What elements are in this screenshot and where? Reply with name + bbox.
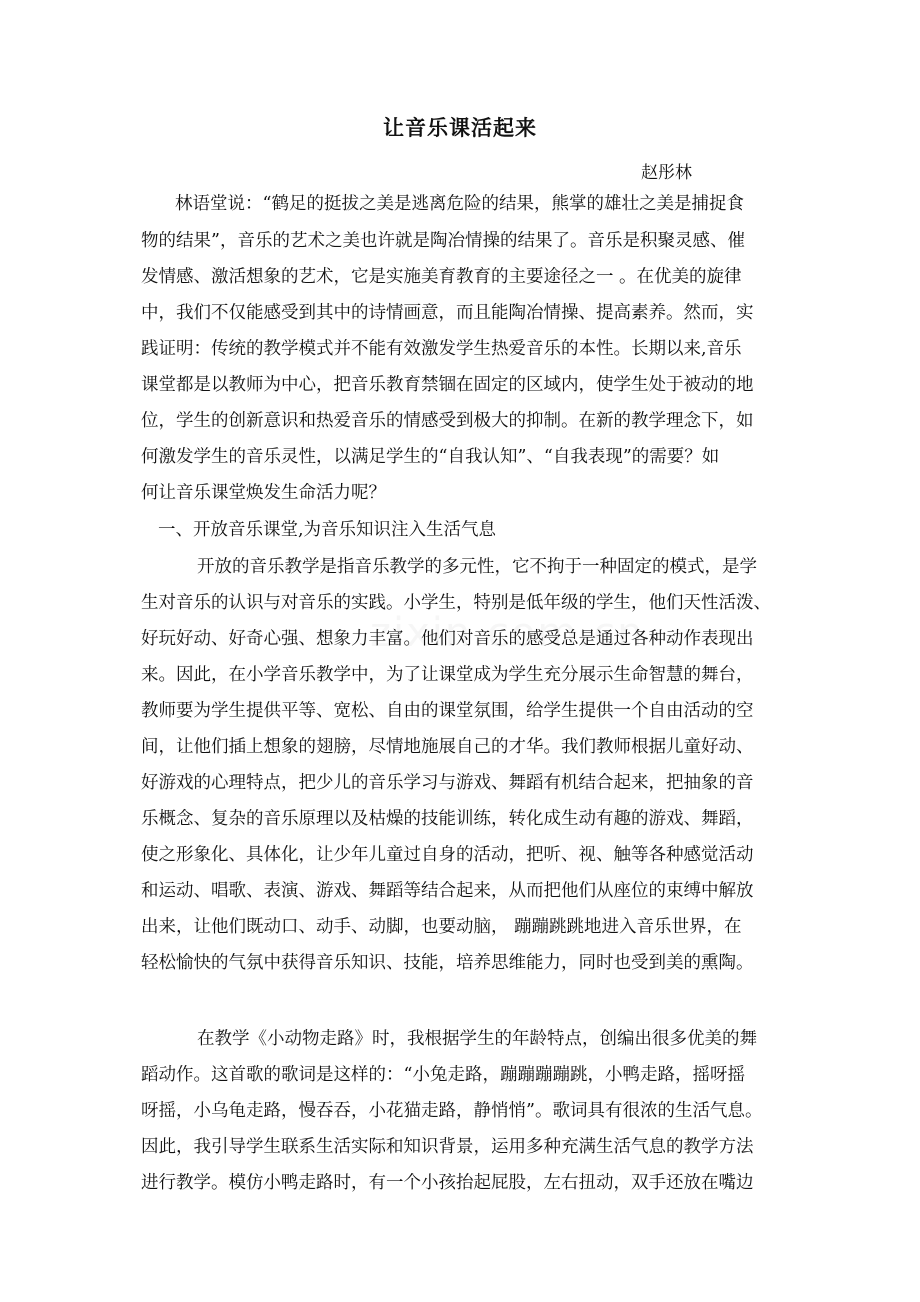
text-line: 生对音乐的认识与对音乐的实践。小学生，特别是低年级的学生，他们天性活泼、: [141, 593, 771, 613]
text-line: 和运动、唱歌、表演、游戏、舞蹈等结合起来，从而把他们从座位的束缚中解放: [141, 881, 754, 901]
text-line: 践证明：传统的教学模式并不能有效激发学生热爱音乐的本性。长期以来,音乐: [141, 339, 742, 359]
document-title: 让音乐课活起来: [383, 116, 537, 140]
text-line: 课堂都是以教师为中心，把音乐教育禁锢在固定的区域内，使学生处于被动的地: [141, 375, 754, 395]
section-heading: 一、开放音乐课堂,为音乐知识注入生活气息: [158, 520, 497, 540]
text-line: 中，我们不仅能感受到其中的诗情画意，而且能陶冶情操、提高素养。然而，实: [141, 303, 754, 323]
text-line: 物的结果”，音乐的艺术之美也许就是陶冶情操的结果了。音乐是积聚灵感、催: [141, 231, 745, 251]
text-line: 间，让他们插上想象的翅膀，尽情地施展自己的才华。我们教师根据儿童好动、: [141, 737, 754, 757]
author-name: 赵彤林: [641, 163, 692, 183]
text-line: 何激发学生的音乐灵性，以满足学生的“自我认知”、“自我表现”的需要？如: [141, 447, 720, 467]
text-line: 好游戏的心理特点，把少儿的音乐学习与游戏、舞蹈有机结合起来，把抽象的音: [141, 773, 754, 793]
text-line: 因此，我引导学生联系生活实际和知识背景，运用多种充满生活气息的教学方法: [141, 1137, 754, 1157]
text-line: 位，学生的创新意识和热爱音乐的情感受到极大的抑制。在新的教学理念下，如: [141, 411, 754, 431]
text-line: 来。因此，在小学音乐教学中，为了让课堂成为学生充分展示生命智慧的舞台，: [141, 665, 754, 685]
text-line: 进行教学。模仿小鸭走路时，有一个小孩抬起屁股，左右扭动，双手还放在嘴边: [141, 1173, 754, 1193]
text-line: 轻松愉快的气氛中获得音乐知识、技能，培养思维能力，同时也受到美的熏陶。: [141, 953, 754, 973]
text-line: 乐概念、复杂的音乐原理以及枯燥的技能训练，转化成生动有趣的游戏、舞蹈，: [141, 809, 754, 829]
text-line: 开放的音乐教学是指音乐教学的多元性，它不拘于一种固定的模式，是学: [197, 557, 757, 577]
text-line: 教师要为学生提供平等、宽松、自由的课堂氛围，给学生提供一个自由活动的空: [141, 701, 754, 721]
text-line: 好玩好动、好奇心强、想象力丰富。他们对音乐的感受总是通过各种动作表现出: [141, 629, 754, 649]
text-line: 呀摇，小乌龟走路，慢吞吞，小花猫走路，静悄悄”。歌词具有很浓的生活气息。: [141, 1101, 763, 1121]
text-line: 在教学《小动物走路》时，我根据学生的年龄特点，创编出很多优美的舞: [197, 1029, 757, 1049]
text-line: 林语堂说：“鹤足的挺拔之美是逃离危险的结果，熊掌的雄壮之美是捕捉食: [175, 194, 744, 214]
text-line: 出来，让他们既动口、动手、动脚，也要动脑， 蹦蹦跳跳地进入音乐世界，在: [141, 917, 742, 937]
text-line: 何让音乐课堂焕发生命活力呢？: [141, 483, 386, 503]
text-line: 发情感、激活想象的艺术，它是实施美育教育的主要途径之一 。在优美的旋律: [141, 267, 742, 287]
text-line: 使之形象化、具体化，让少年儿童过自身的活动，把听、视、触等各种感觉活动: [141, 845, 754, 865]
text-line: 蹈动作。这首歌的歌词是这样的：“小兔走路，蹦蹦蹦蹦跳，小鸭走路，摇呀摇: [141, 1065, 745, 1085]
